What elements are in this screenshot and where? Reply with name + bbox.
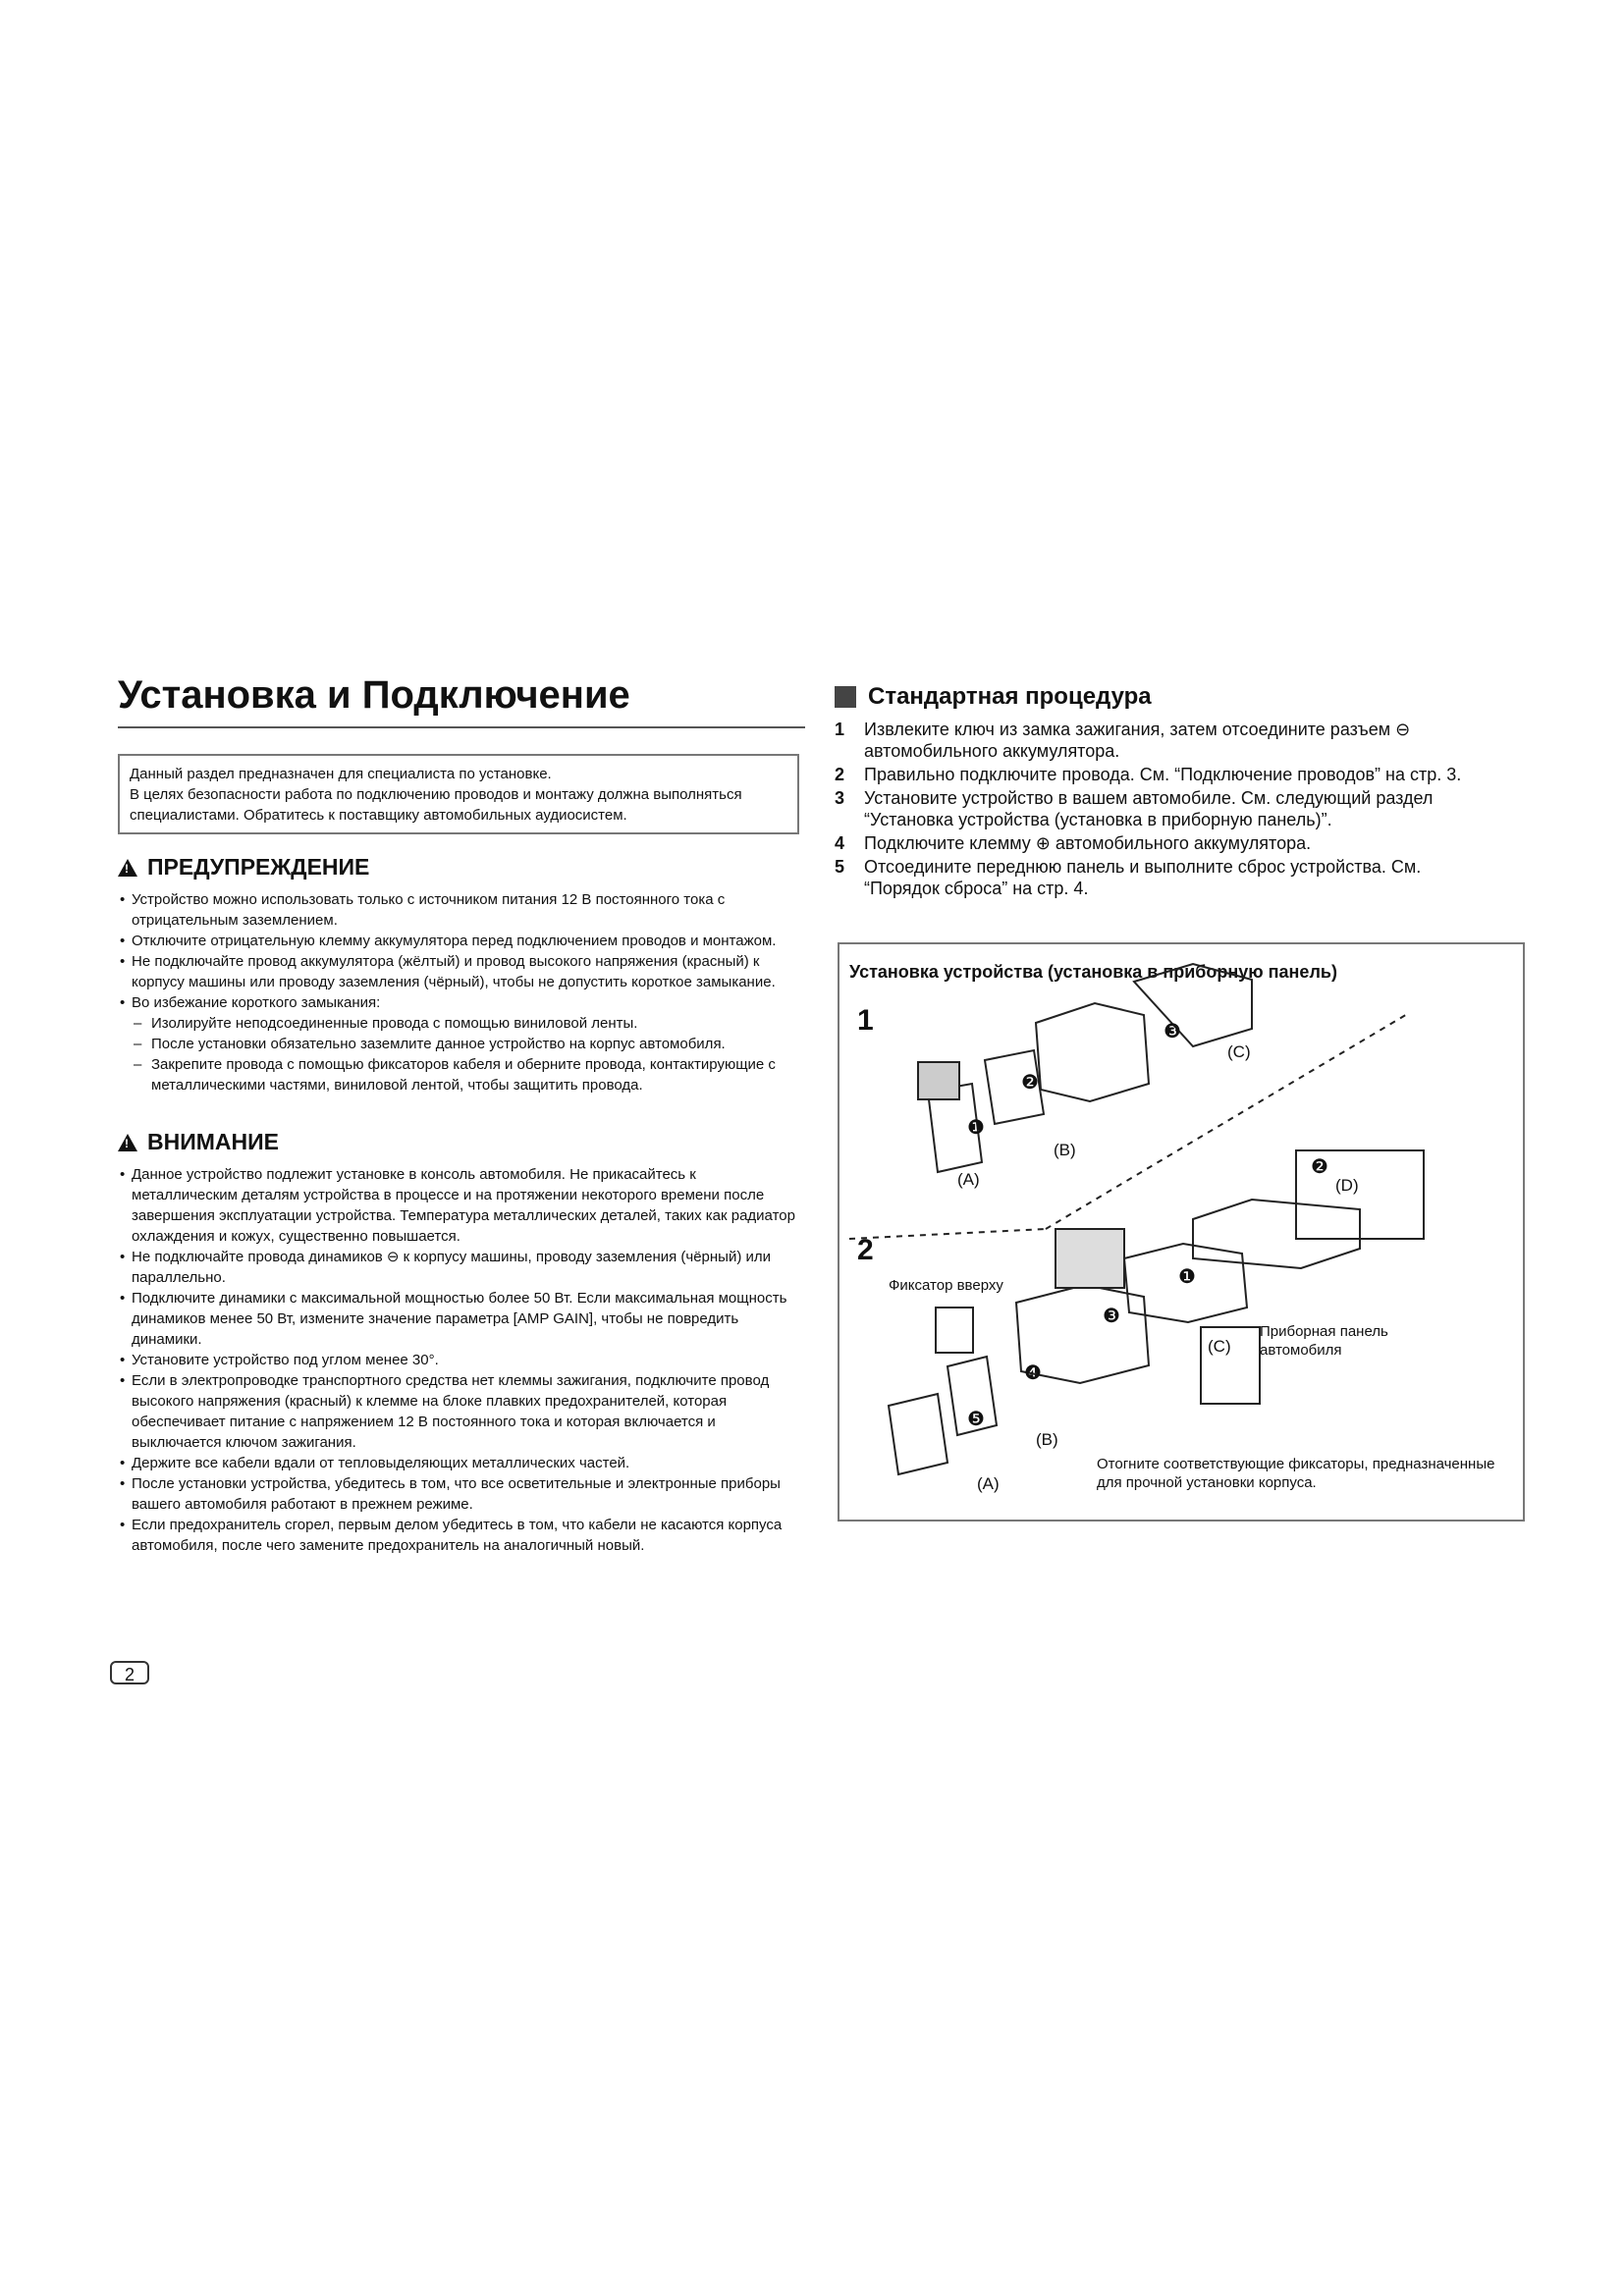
caution-heading-text: ВНИМАНИЕ — [147, 1129, 280, 1154]
warning-item: • Отключите отрицательную клемму аккумулятора перед подключением проводов и монтажом. — [118, 931, 805, 951]
step-number: 4 — [835, 833, 845, 853]
callout-1: ❶ — [967, 1117, 985, 1139]
warning-heading — [118, 854, 369, 881]
caution-item: • Если в электропроводке транспортного средства нет клеммы зажигания, подключите провод высокого напряжения (красный) к клемме на блоке плавких предохранителей, которая обеспечивает питание с напряжением 12 В постоянного тока и которая включается и выключается ключом зажигания. — [118, 1370, 805, 1453]
callout-3: ❸ — [1164, 1021, 1181, 1042]
latch-label: Фиксатор вверху — [889, 1277, 1003, 1294]
warning-item: • Не подключайте провод аккумулятора (жёлтый) и провод высокого напряжения (красный) к корпусу машины или проводу заземления (чёрный), чтобы не допустить короткое замыкание. — [118, 951, 805, 992]
dashboard-label-line: Приборная панель — [1260, 1323, 1388, 1340]
step-number: 3 — [835, 788, 845, 808]
step-text: Отсоедините переднюю панель и выполните сброс устройства. См. “Порядок сброса” на стр. 4. — [864, 857, 1422, 898]
figure-title: Установка устройства (установка в приборную панель) — [849, 962, 1337, 982]
title-rule — [118, 726, 805, 728]
bend-tabs-label — [1097, 1455, 1494, 1492]
warning-list — [118, 889, 805, 1095]
warning-item: • Во избежание короткого замыкания: — [118, 992, 805, 1013]
caution-item: • Данное устройство подлежит установке в консоль автомобиля. Не прикасайтесь к металлическим деталям устройства в процессе и на протяжении некоторого времени после завершения эксплуатации устройства. Температура металлических деталей, таких как радиатор охлаждения и кожух, существенно повышается. — [118, 1164, 805, 1247]
callout-1: ❶ — [1178, 1266, 1196, 1288]
caution-item: • Установите устройство под углом менее 30°. — [118, 1350, 805, 1370]
figure-step-1: 1 — [857, 1004, 874, 1037]
callout-5: ❺ — [967, 1409, 985, 1430]
caution-item: • Подключите динамики с максимальной мощностью более 50 Вт. Если максимальная мощность динамиков менее 50 Вт, измените значение параметра [AMP GAIN], чтобы не повредить динамики. — [118, 1288, 805, 1350]
figure-step-2: 2 — [857, 1234, 874, 1266]
step-text: Подключите клемму ⊕ автомобильного аккумулятора. — [864, 833, 1312, 853]
procedure-step — [835, 719, 1473, 762]
procedure-heading-text: Стандартная процедура — [868, 683, 1152, 710]
step-number: 1 — [835, 720, 845, 739]
part-b-label: (B) — [1054, 1141, 1076, 1159]
caution-item: • Держите все кабели вдали от тепловыделяющих металлических частей. — [118, 1453, 805, 1473]
caution-item: • Не подключайте провода динамиков ⊖ к корпусу машины, проводу заземления (чёрный) или параллельно. — [118, 1247, 805, 1288]
callout-3: ❸ — [1103, 1306, 1120, 1327]
part-d-label: (D) — [1335, 1176, 1359, 1195]
note-line: специалистами. Обратитесь к поставщику автомобильных аудиосистем. — [130, 807, 627, 824]
installer-note — [118, 754, 799, 834]
warning-subitem: – Закрепите провода с помощью фиксаторов кабеля и оберните провода, контактирующие с металлическими частями, виниловой лентой, чтобы защитить провода. — [134, 1054, 805, 1095]
part-a-label: (A) — [957, 1170, 980, 1189]
procedure-step — [835, 764, 1473, 785]
bend-tabs-label-line: для прочной установки корпуса. — [1097, 1474, 1317, 1491]
caution-heading — [118, 1129, 279, 1155]
bend-tabs-label-line: Отогните соответствующие фиксаторы, предназначенные — [1097, 1456, 1495, 1472]
caution-item: • После установки устройства, убедитесь в том, что все осветительные и электронные приборы вашего автомобиля работают в прежнем режиме. — [118, 1473, 805, 1515]
callout-2: ❷ — [1311, 1156, 1328, 1178]
part-b-label: (B) — [1036, 1430, 1058, 1449]
part-c-label: (C) — [1227, 1042, 1251, 1061]
warning-subitem: – После установки обязательно заземлите данное устройство на корпус автомобиля. — [134, 1034, 805, 1054]
caution-item: • Если предохранитель сгорел, первым делом убедитесь в том, что кабели не касаются корпуса автомобиля, после чего замените предохранитель на аналогичный новый. — [118, 1515, 805, 1556]
part-c-label: (C) — [1208, 1337, 1231, 1356]
warning-heading-text: ПРЕДУПРЕЖДЕНИЕ — [147, 854, 370, 880]
warning-subitem: – Изолируйте неподсоединенные провода с помощью виниловой ленты. — [134, 1013, 805, 1034]
step-text: Извлеките ключ из замка зажигания, затем отсоедините разъем ⊖ автомобильного аккумулятора. — [864, 720, 1411, 761]
step-text: Правильно подключите провода. См. “Подключение проводов” на стр. 3. — [864, 765, 1462, 784]
warning-item: • Устройство можно использовать только с источником питания 12 В постоянного тока с отрицательным заземлением. — [118, 889, 805, 931]
step-number: 2 — [835, 765, 845, 784]
page-number: 2 — [110, 1661, 149, 1684]
installation-diagram — [839, 944, 1523, 1520]
step-text: Установите устройство в вашем автомобиле. См. следующий раздел “Установка устройства (установка в приборную панель)”. — [864, 788, 1434, 829]
dashboard-label — [1260, 1322, 1388, 1360]
part-a-label: (A) — [977, 1474, 1000, 1493]
installation-figure — [838, 942, 1525, 1522]
step-number: 5 — [835, 857, 845, 877]
callout-2: ❷ — [1021, 1072, 1039, 1094]
note-line: Данный раздел предназначен для специалиста по установке. — [130, 766, 552, 782]
procedure-step — [835, 832, 1473, 854]
section-square-icon — [835, 686, 856, 708]
dashboard-label-line: автомобиля — [1260, 1342, 1342, 1359]
callout-4: ❹ — [1024, 1362, 1042, 1384]
procedure-heading — [835, 683, 1152, 711]
warning-icon — [118, 859, 137, 877]
note-line: В целях безопасности работа по подключению проводов и монтажу должна выполняться — [130, 786, 742, 803]
caution-icon — [118, 1134, 137, 1151]
caution-list — [118, 1164, 805, 1556]
procedure-step — [835, 787, 1473, 830]
procedure-step — [835, 856, 1473, 899]
procedure-steps — [835, 719, 1473, 901]
page-title: Установка и Подключение — [118, 673, 630, 717]
